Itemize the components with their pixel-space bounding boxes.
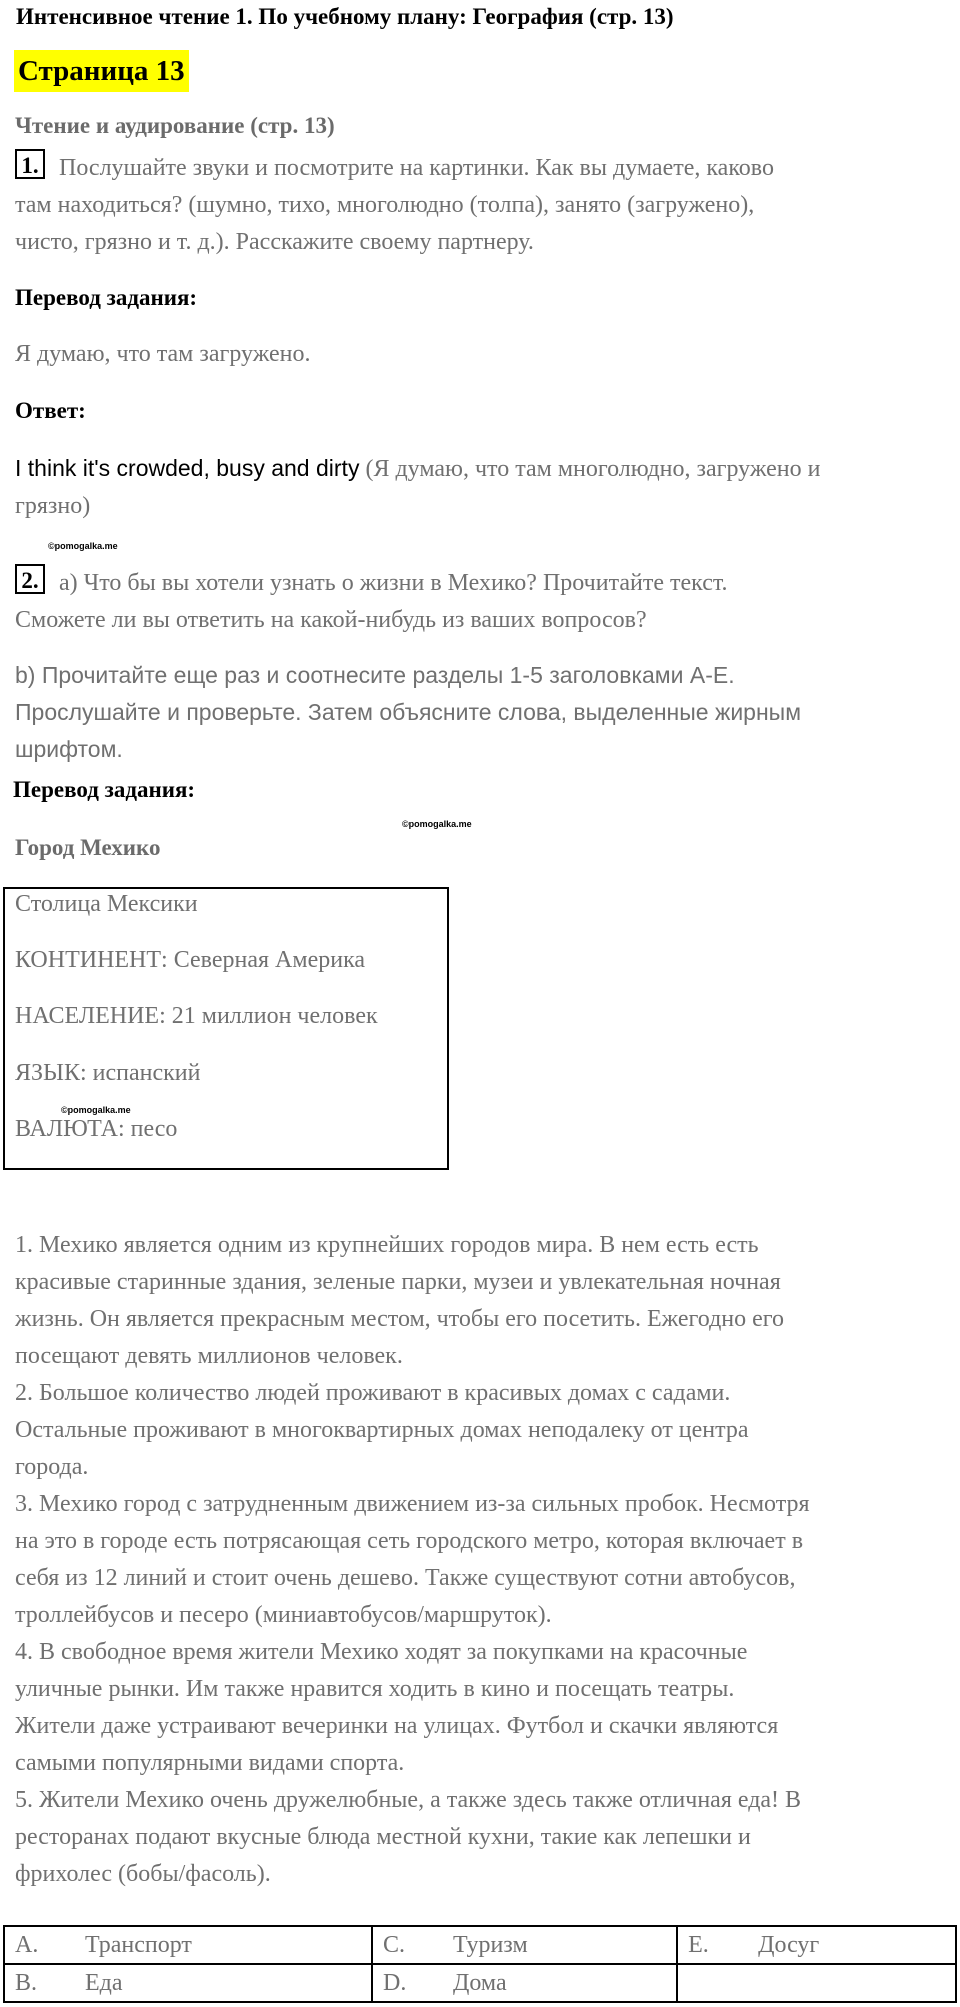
watermark-3: ©pomogalka.me [61, 1105, 131, 1115]
headings-table [3, 1925, 957, 2003]
task1-line1: Послушайте звуки и посмотрите на картинки. Как вы думаете, каково [59, 155, 774, 181]
body-line: на это в городе есть потрясающая сеть городского метро, которая включает в [15, 1528, 804, 1554]
info-currency: ВАЛЮТА: песо [15, 1116, 178, 1142]
body-line: уличные рынки. Им также нравится ходить в кино и посещать театры. [15, 1676, 735, 1702]
watermark-2: ©pomogalka.me [402, 819, 472, 829]
task1-number: 1. [15, 149, 45, 179]
body-line: 4. В свободное время жители Мехико ходят за покупками на красочные [15, 1639, 748, 1665]
body-line: 3. Мехико город с затрудненным движением из-за сильных пробок. Несмотря [15, 1491, 810, 1517]
task1-translation-text: Я думаю, что там загружено. [15, 341, 311, 367]
body-line: красивые старинные здания, зеленые парки, музеи и увлекательная ночная [15, 1269, 781, 1295]
task1-answer-label: Ответ: [15, 398, 86, 423]
cell-letter: D. [383, 1969, 407, 1996]
cell-text: Досуг [758, 1931, 820, 1958]
info-population: НАСЕЛЕНИЕ: 21 миллион человек [15, 1003, 378, 1029]
page-label: Страница 13 [14, 50, 189, 92]
task2-prompt-b [15, 657, 950, 768]
table-row [4, 1964, 956, 2002]
body-line: самыми популярными видами спорта. [15, 1750, 405, 1776]
table-cell [677, 1926, 956, 1964]
cell-letter: E. [688, 1931, 709, 1958]
task2-line-a2: Сможете ли вы ответить на какой-нибудь из ваших вопросов? [15, 607, 647, 633]
table-row [4, 1926, 956, 1964]
table-cell [372, 1926, 677, 1964]
cell-letter: B. [15, 1969, 38, 1996]
body-line: жизнь. Он является прекрасным местом, чтобы его посетить. Ежегодно его [15, 1306, 785, 1332]
task1-translation-label: Перевод задания: [15, 285, 198, 310]
task1-answer-en: I think it's crowded, busy and dirty [15, 455, 360, 481]
info-language: ЯЗЫК: испанский [15, 1060, 201, 1086]
body-line: Остальные проживают в многоквартирных домах неподалеку от центра [15, 1417, 749, 1443]
body-line: 2. Большое количество людей проживают в красивых домах с садами. [15, 1380, 731, 1406]
cell-letter: A. [15, 1931, 39, 1958]
cell-text: Транспорт [85, 1931, 192, 1958]
task1-line2: там находиться? (шумно, тихо, многолюдно (толпа), занято (загружено), [15, 192, 755, 218]
table-cell [4, 1964, 372, 2002]
city-description [15, 1227, 950, 1893]
city-title: Город Мехико [15, 835, 161, 860]
body-line: Жители даже устраивают вечеринки на улицах. Футбол и скачки являются [15, 1713, 779, 1739]
body-line: ресторанах подают вкусные блюда местной кухни, такие как лепешки и [15, 1824, 751, 1850]
body-line: фрихолес (бобы/фасоль). [15, 1861, 271, 1887]
body-line: себя из 12 линий и стоит очень дешево. Также существуют сотни автобусов, [15, 1565, 796, 1591]
info-continent: КОНТИНЕНТ: Северная Америка [15, 947, 366, 973]
body-line: города. [15, 1454, 89, 1480]
cell-text: Туризм [453, 1931, 528, 1958]
body-line: 5. Жители Мехико очень дружелюбные, а также здесь также отличная еда! В [15, 1787, 802, 1813]
task2-line-b2: Прослушайте и проверьте. Затем объясните слова, выделенные жирным [15, 699, 802, 725]
body-line: посещают девять миллионов человек. [15, 1343, 403, 1369]
info-capital: Столица Мексики [15, 891, 198, 917]
document-header: Интенсивное чтение 1. По учебному плану: География (стр. 13) [16, 4, 674, 29]
task1-line3: чисто, грязно и т. д.). Расскажите своему партнеру. [15, 229, 534, 255]
task1-answer [15, 450, 950, 525]
cell-letter: C. [383, 1931, 406, 1958]
body-line: 1. Мехико является одним из крупнейших городов мира. В нем есть есть [15, 1232, 759, 1258]
task2-line-a1: а) Что бы вы хотели узнать о жизни в Мехико? Прочитайте текст. [59, 570, 728, 596]
task2-line-b3: шрифтом. [15, 736, 123, 762]
task2-prompt-a [15, 564, 950, 639]
task2-line-b1: b) Прочитайте еще раз и соотнесите разделы 1-5 заголовками A-E. [15, 662, 735, 688]
city-info-box [3, 887, 449, 1170]
task1-answer-ru-2: грязно) [15, 493, 91, 519]
task2-translation-label: Перевод задания: [13, 777, 196, 802]
body-line: троллейбусов и песеро (миниавтобусов/маршруток). [15, 1602, 552, 1628]
task2-number: 2. [15, 564, 45, 594]
cell-text: Еда [85, 1969, 123, 1996]
table-cell [677, 1964, 956, 2002]
watermark-1: ©pomogalka.me [48, 541, 118, 551]
task1-answer-ru-1: (Я думаю, что там многолюдно, загружено и [359, 456, 821, 482]
task1-prompt [15, 149, 950, 261]
table-cell [372, 1964, 677, 2002]
table-cell [4, 1926, 372, 1964]
section-heading: Чтение и аудирование (стр. 13) [15, 113, 335, 138]
cell-text: Дома [453, 1969, 507, 1996]
